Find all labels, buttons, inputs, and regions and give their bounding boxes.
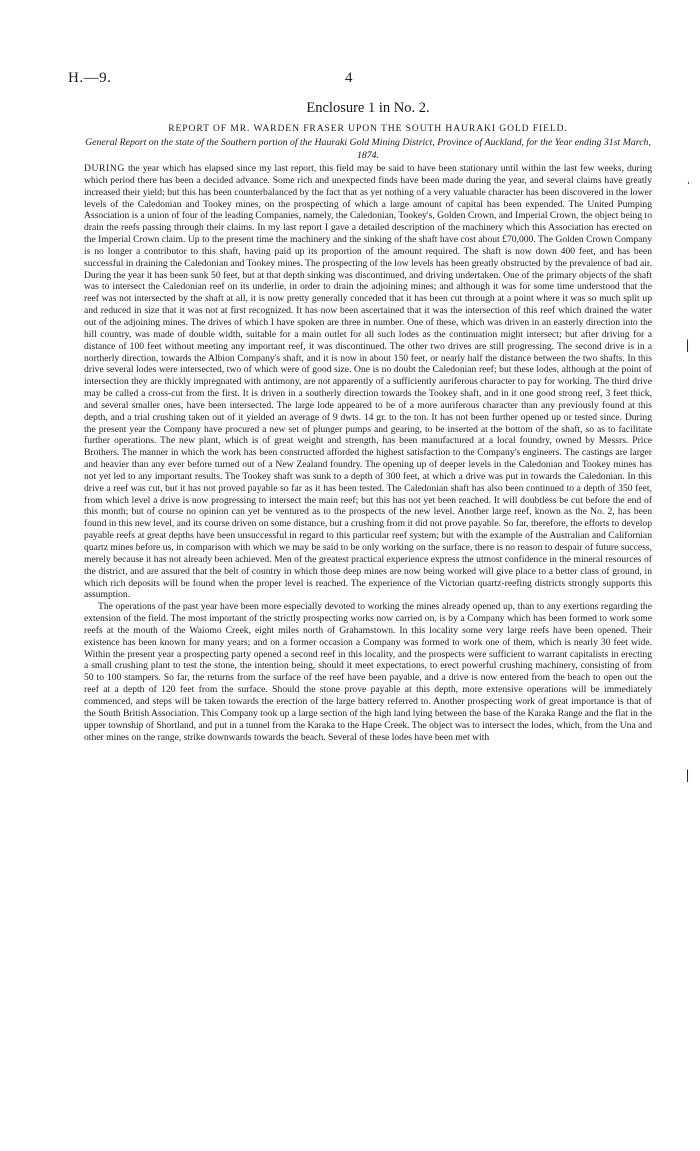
paragraph-text: the year which has elapsed since my last report, this field may be said to have been stationary until within the last few weeks, during which period there has been a decided advance. Some rich and unexpected finds have been made during the year, and several claims have greatly increased their yield; but this has been counterbalanced by the fact that as yet nothing of a very valuable character has been discovered in the lower levels of the Caledonian and Tookey mines, on the prospecting of which a large amount of capital has been expended. The United Pumping Association is a union of four of the leading Companies, namely, the Caledonian, Tookey's, Golden Crown, and Imperial Crown, the object being to drain the reefs passing through their claims. In my last report I gave a detailed description of the machinery which this Association has erected on the Imperial Crown claim. Up to the present time the machinery and the sinking of the shaft have cost about £70,000. The Golden Crown Company is no longer a contributor to this shaft, having paid up its proportion of the amount required. The shaft is now down 400 feet, and has been successful in draining the Caledonian and Tookey mines. The prospecting of the low levels has been greatly obstructed by the prevalence of bad air. During the year it has been sunk 50 feet, but at that depth sinking was discontinued, and driving undertaken. One of the primary objects of the shaft was to intersect the Caledonian reef on its underlie, in order to drain the adjoining mines; and although it was for some time understood that the reef was not intersected by the shaft at all, it is now pretty generally conceded that it has been cut through at a point where it was so much split up and reduced in size that it was not at first recognized. It has now been ascertained that it was the intersection of this reef which drained the water out of the adjoining mines. The drives of which I have spoken are three in number. One of these, which was driven in an easterly direction into the hill country, was made of double width, suitable for a main outlet for all such lodes as the continuation might intersect; but after driving for a distance of 100 feet without meeting any important reef, it was discontinued. The other two drives are still progressing. The second drive is in a northerly direction, towards the Albion Company's shaft, and it is now in about 150 feet, or nearly half the distance between the two shafts. In this drive several lodes were intersected, two of which were of good size. One is no doubt the Caledonian reef; but these lodes, although at the point of intersection they are thickly impregnated with antimony, are not apparently of a sufficiently auriferous character to pay for working. The third drive may be called a cross-cut from the first. It is driven in a southerly direction towards the Tookey shaft, and in it one good strong reef, 3 feet thick, and several smaller ones, have been intersected. The large lode appeared to be of a more auriferous character than any previously found at this depth, and a trial crushing taken out of it yielded an average of 9 dwts. 14 gr. to the ton. It has not been further opened up or tested since. During the present year the Company have procured a new set of plunger pumps and gearing, to be inserted at the bottom of the shaft, so as to facilitate further operations. The new plant, which is of great weight and strength, has been manufactured at a local foundry, owned by Messrs. Price Brothers. The manner in which the work has been constructed afforded the highest satisfaction to the Company's engineers. The castings are larger and heavier than any ever before turned out of a New Zealand foundry. The opening up of deeper levels in the Caledonian and Tookey mines has not yet led to any important results. The Tookey shaft was sunk to a depth of 300 feet, at which a drive was put in towards the Caledonian. In this drive a reef was cut, but it has not proved payable so far as it has been tested. The Caledonian shaft has also been continued to a depth of 350 feet, from which level a drive is now progressing to intersect the main reef; but this has not yet been reached. It will doubtless be cut before the end of this month; but of course no opinion can yet be ventured as to the prospects of the new level. Another large reef, known as the No. 2, has been found in this new level, and its course driven on some distance, but a crushing from it did not prove payable. So far, therefore, the efforts to develop payable reefs at great depths have been unsuccessful in regard to this particular reef system; but with the example of the Australian and Californian quartz mines before us, in comparison with which we may be said to be only working on the surface, there is no reason to despair of future success, merely because it has not already been achieved. Men of the greatest practical experience express the utmost confidence in the mineral resources of the district, and are assured that the belt of country in which those deep mines are now being worked will give place to a better class of ground, in which rich deposits will be found when the proper level is reached. The experience of the Victorian quartz-reefing districts strongly supports this assumption. xyxy=(84,163,652,601)
page-reference: H.—9. xyxy=(68,70,112,86)
enclosure-title: Enclosure 1 in No. 2. xyxy=(306,100,430,116)
margin-mark: ˌ xyxy=(686,170,691,185)
margin-mark: | xyxy=(686,338,690,353)
paragraph-text: The operations of the past year have been more especially devoted to working the mines already opened up, than to any exertions regarding the extension of the field. The most important of the strictly prospecting works now carried on, is by a Company which has been formed to work some reefs at the mouth of the Waiomo Creek, eight miles north of Grahamstown. In this locality some very large reefs have been opened. Their existence has been known for many years; and on a former occasion a Company was formed to work one of them, which is nearly 30 feet wide. Within the present year a prospecting party opened a second reef in this locality, and the prospects were sufficient to warrant capitalists in erecting a small crushing plant to test the stone, the intention being, should it meet expectations, to erect powerful crushing machinery, consisting of from 50 to 100 stampers. So far, the returns from the surface of the reef have been payable, and a drive is now entered from the beach to open out the reef at a depth of 120 feet from the surface. Should the stone prove payable at this depth, more extensive operations will be immediately commenced, and steps will be taken towards the erection of the large battery referred to. Another prospecting work of great importance is that of the South British Association. This Company took up a large section of the high land lying between the base of the Karaka Range and the flat in the upper township of Shortland, and put in a tunnel from the Karaka to the Hape Creek. The object was to intersect the lodes, which, from the Una and other mines on the range, strike downwards towards the beach. Several of these lodes have been met with xyxy=(84,601,652,743)
report-subtitle: General Report on the state of the Southern portion of the Hauraki Gold Mining District, Province of Auckland, for the Year ending 31st March, 1874. xyxy=(85,137,651,161)
paragraph-1 xyxy=(84,163,652,601)
paragraph-2 xyxy=(84,601,652,743)
margin-mark: | xyxy=(686,768,690,783)
drop-word: DURING xyxy=(84,163,125,174)
report-heading: REPORT OF MR. WARDEN FRASER UPON THE SOUTH HAURAKI GOLD FIELD. xyxy=(168,123,568,134)
document-body xyxy=(84,100,652,743)
page-number: 4 xyxy=(345,70,353,86)
